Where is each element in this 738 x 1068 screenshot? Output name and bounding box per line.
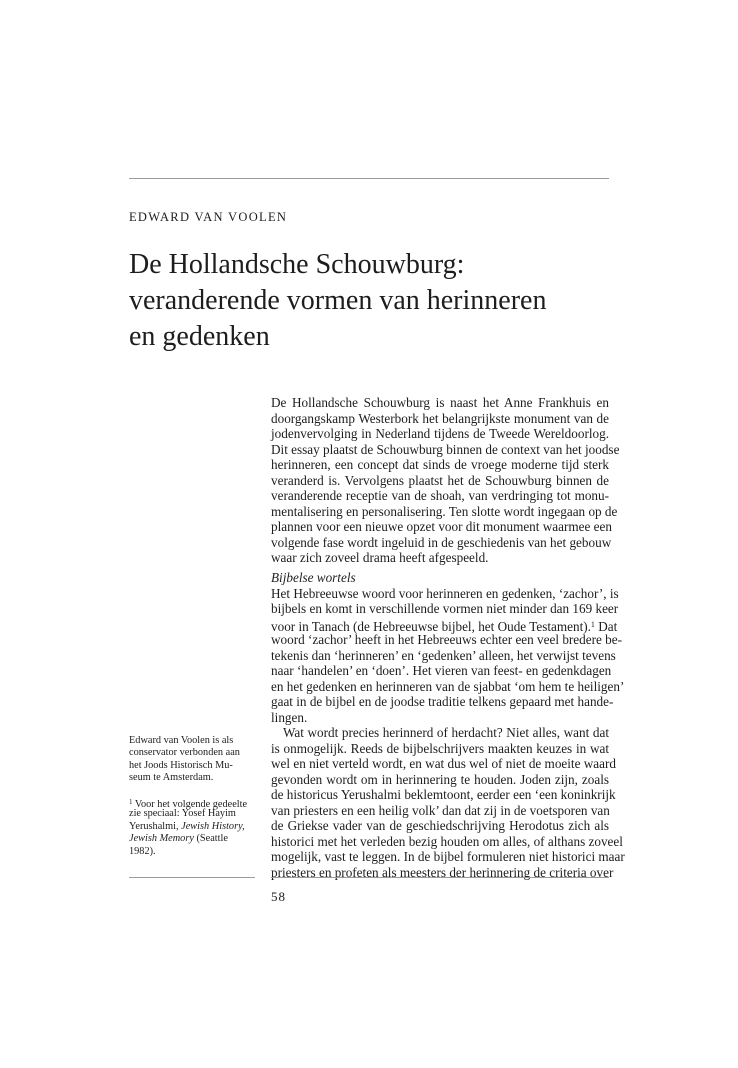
abstract-line: jodenvervolging in Nederland tijdens de Tweede Wereldoorlog. — [271, 426, 609, 441]
body-line: Wat wordt precies herinnerd of herdacht? Niet alles, want dat — [283, 725, 609, 740]
abstract-line: plannen voor een nieuwe opzet voor dit monument waarmee een — [271, 519, 612, 534]
bio-line: seum te Amsterdam. — [129, 772, 214, 784]
abstract — [271, 395, 620, 566]
body-line: en het gedenken en herinneren van de sjabbat ‘om hem te heiligen’ — [271, 678, 625, 694]
title-line: veranderende vormen van herinneren — [129, 285, 547, 316]
body-line: van priesters en een heilig volk’ dan dat zij in de voetsporen van — [271, 802, 610, 818]
footnote-text: Yerushalmi, — [129, 820, 182, 832]
section-body — [271, 585, 625, 881]
body-line: de Griekse vader van de geschiedschrijving Herodotus zich als — [271, 818, 609, 833]
bio-line: het Joods Historisch Mu- — [129, 759, 233, 771]
author-bio-note — [129, 735, 257, 785]
body-line-with-footnote — [271, 617, 618, 634]
abstract-line: doorgangskamp Westerbork het belangrijkste monument van de — [271, 410, 609, 426]
footnote-line: zie speciaal: Yosef Hayim — [129, 808, 236, 820]
body-line: is onmogelijk. Reeds de bijbelschrijvers maakten keuzes in wat — [271, 740, 609, 756]
body-line: gevonden wordt om in herinnering te houden. Joden zijn, zoals — [271, 771, 609, 787]
author-name: EDWARD VAN VOOLEN — [129, 210, 288, 224]
top-rule — [129, 178, 609, 179]
body-line: tekenis dan ‘herinneren’ en ‘gedenken’ alleen, het verwijst tevens — [271, 647, 616, 663]
abstract-line: De Hollandsche Schouwburg is naast het Anne Frankhuis en — [271, 395, 609, 410]
body-line: mogelijk, vast te leggen. In de bijbel formuleren niet historici maar — [271, 849, 625, 864]
body-bottom-rule — [271, 877, 609, 878]
section-heading: Bijbelse wortels — [271, 570, 356, 585]
sidenote-bottom-rule — [129, 877, 255, 878]
footnote-line: 1982). — [129, 845, 156, 857]
bio-line: conservator verbonden aan — [129, 747, 240, 759]
body-line-text: voor in Tanach (de Hebreeuwse bijbel, het Oude Testament). — [271, 618, 591, 634]
footnote-book-title: Jewish History, — [181, 820, 245, 832]
body-line: Het Hebreeuwse woord voor herinneren en gedenken, ‘zachor’, is — [271, 585, 619, 601]
body-line: lingen. — [271, 709, 308, 725]
footnote-book-title: Jewish Memory — [129, 833, 194, 845]
abstract-line: Dit essay plaatst de Schouwburg binnen de context van het joodse — [271, 441, 620, 457]
body-line: bijbels en komt in verschillende vormen niet minder dan 169 keer — [271, 601, 619, 616]
bio-line: Edward van Voolen is als — [129, 735, 234, 746]
article-title — [129, 247, 619, 355]
abstract-line: herinneren, een concept dat sinds de vroege moderne tijd sterk — [271, 457, 609, 472]
footnote-line — [129, 821, 257, 833]
body-line: woord ‘zachor’ heeft in het Hebreeuws echter een veel bredere be- — [271, 632, 622, 647]
footnote-text: (Seattle — [193, 833, 228, 845]
abstract-line: volgende fase wordt ingeluid in de geschiedenis van het gebouw — [271, 534, 612, 550]
body-line: priesters en profeten als meesters der herinnering de criteria over — [271, 864, 614, 880]
body-line: gaat in de bijbel en de joodse traditie telkens gepaard met hande- — [271, 694, 614, 709]
footnote-line — [129, 833, 257, 845]
body-line: historici met het verleden bezig houden om alles, of althans zoveel — [271, 833, 623, 849]
body-line-tail: Dat — [598, 618, 618, 634]
footnote-reference: 1 — [590, 619, 595, 629]
body-line: de historicus Yerushalmi beklemtoont, eerder een ‘een koninkrijk — [271, 787, 616, 802]
footnote-marker: 1 — [129, 798, 133, 806]
title-line: en gedenken — [129, 321, 270, 352]
abstract-line: veranderd is. Vervolgens plaatst het de Schouwburg binnen de — [271, 472, 609, 488]
footnote-line — [129, 796, 257, 808]
title-line: De Hollandsche Schouwburg: — [129, 249, 465, 280]
abstract-line: veranderende receptie van de shoah, van verdringing tot monu- — [271, 488, 609, 503]
body-line: wel en niet verteld wordt, en wat dus wel of niet de moeite waard — [271, 756, 616, 771]
abstract-line: mentalisering en personalisering. Ten slotte wordt ingegaan op de — [271, 503, 618, 519]
footnote-text: Voor het volgende gedeelte — [134, 799, 248, 810]
footnote — [129, 796, 257, 858]
abstract-line: waar zich zoveel drama heeft afgespeeld. — [271, 550, 489, 565]
page-number: 58 — [271, 889, 286, 904]
body-line: naar ‘handelen’ en ‘doen’. Het vieren van feest- en gedenkdagen — [271, 663, 612, 678]
